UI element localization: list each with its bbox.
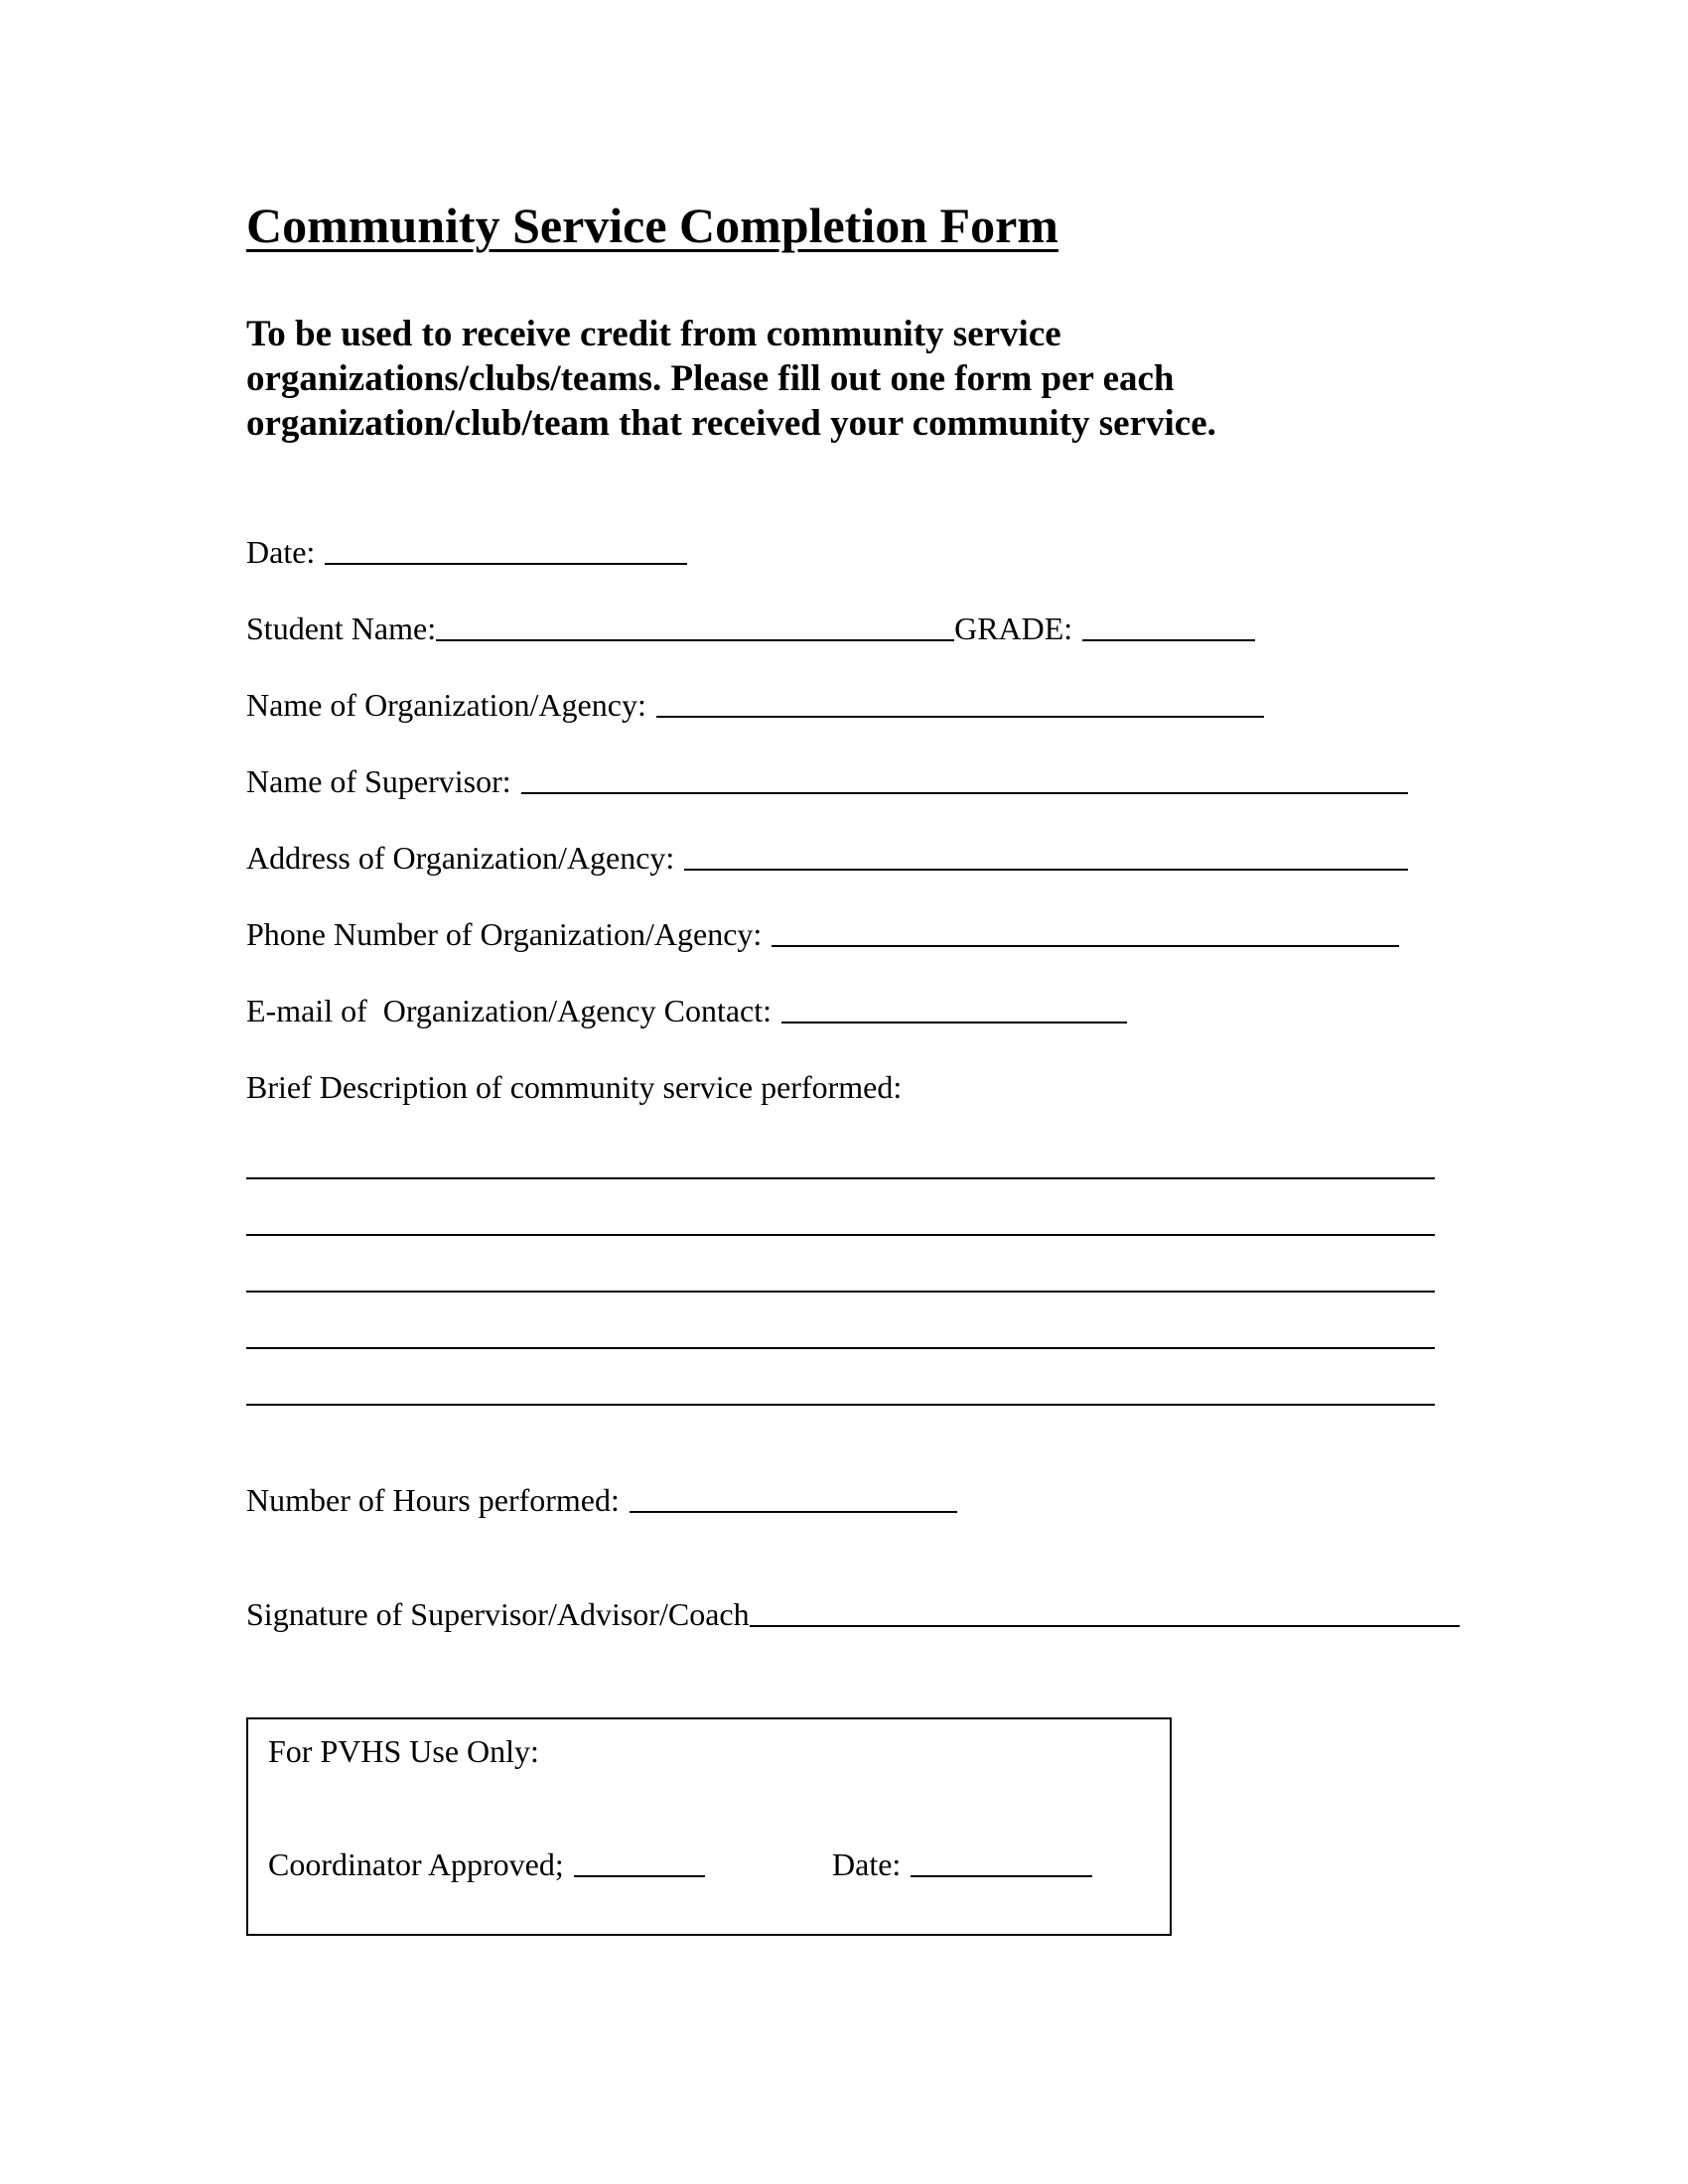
supervisor-name-label: Name of Supervisor: (246, 763, 511, 799)
organization-name-label: Name of Organization/Agency: (246, 687, 646, 723)
description-line-2[interactable] (246, 1234, 1435, 1236)
office-date-row (832, 1846, 1092, 1883)
description-line-5[interactable] (246, 1404, 1435, 1406)
supervisor-row (246, 763, 1408, 807)
hours-row (246, 1482, 957, 1526)
organization-name-row (246, 687, 1264, 731)
description-row (246, 1069, 902, 1113)
organization-phone-field[interactable] (772, 945, 1399, 947)
coordinator-approved-label: Coordinator Approved; (268, 1846, 564, 1882)
student-name-field[interactable] (436, 639, 954, 641)
student-name-label: Student Name: (246, 611, 437, 646)
date-row (246, 534, 687, 578)
grade-label: GRADE: (954, 611, 1073, 646)
organization-phone-label: Phone Number of Organization/Agency: (246, 916, 763, 952)
description-line-3[interactable] (246, 1291, 1435, 1293)
hours-label: Number of Hours performed: (246, 1482, 620, 1518)
signature-label: Signature of Supervisor/Advisor/Coach (246, 1596, 750, 1632)
instruction-line-1: To be used to receive credit from community service (246, 314, 1061, 354)
office-date-field[interactable] (911, 1875, 1092, 1877)
signature-row (246, 1596, 1460, 1640)
form-title: Community Service Completion Form (246, 198, 1058, 253)
description-label: Brief Description of community service performed: (246, 1069, 903, 1105)
coordinator-approval-row (268, 1846, 705, 1883)
organization-address-field[interactable] (684, 869, 1408, 871)
form-instructions (246, 312, 1418, 446)
supervisor-name-field[interactable] (521, 792, 1408, 794)
description-line-4[interactable] (246, 1347, 1435, 1349)
office-date-label: Date: (832, 1846, 902, 1882)
hours-field[interactable] (630, 1511, 957, 1513)
instruction-line-2: organizations/clubs/teams. Please fill out one form per each (246, 358, 1175, 399)
office-use-box (246, 1717, 1172, 1936)
date-field[interactable] (325, 563, 687, 565)
instruction-line-3: organization/club/team that received your community service. (246, 403, 1216, 444)
description-line-1[interactable] (246, 1177, 1435, 1179)
office-use-title: For PVHS Use Only: (268, 1733, 539, 1769)
address-row (246, 840, 1408, 884)
student-row (246, 611, 1255, 654)
organization-address-label: Address of Organization/Agency: (246, 840, 675, 876)
organization-name-field[interactable] (656, 716, 1264, 718)
coordinator-approved-field[interactable] (574, 1875, 705, 1877)
contact-email-label: E-mail of Organization/Agency Contact: (246, 993, 773, 1028)
phone-row (246, 916, 1399, 960)
contact-email-field[interactable] (781, 1022, 1127, 1024)
date-label: Date: (246, 534, 316, 570)
grade-field[interactable] (1082, 639, 1255, 641)
signature-field[interactable] (750, 1625, 1460, 1627)
email-row (246, 993, 1127, 1036)
